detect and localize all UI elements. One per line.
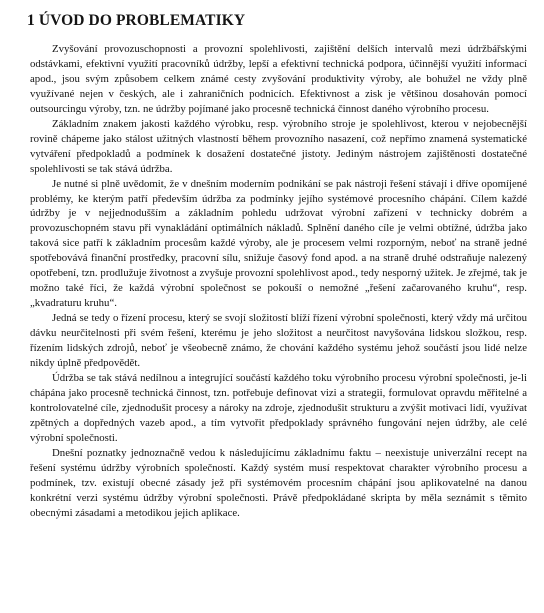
paragraph-2: Základním znakem jakosti každého výrobku, resp. výrobního stroje je spolehlivost, kterou v nejobecnější rovině chápeme jako stálost užitných vlastností během provozního nasazení, což nepřímo znamená systematické vytváření předpokladů a podmínek k dosažení dostatečné jistoty. Jediným nástrojem zajištěnosti dostatečné spolehlivosti se tak stává údržba.	[30, 117, 527, 175]
body-text	[30, 42, 527, 521]
paragraph-6: Dnešní poznatky jednoznačně vedou k následujícímu základnímu faktu – neexistuje univerzální recept na řešení systému údržby výrobních společností. Každý systém musí respektovat charakter výrobního procesu a podmínek, tzv. existují obecné zásady jež při systémovém procesním chápání jsou aplikovatelné na danou konkrétní verzi systému údržby výrobní společnosti. Právě předpokládané skripta by měla seznámit s těmito obecnými zásadami a metodikou jejich aplikace.	[30, 446, 527, 519]
paragraph-3: Je nutné si plně uvědomit, že v dnešním moderním podnikání se pak nástroji řešení stávají i dříve opomíjené problémy, ke kterým patří především údržba za podmínky jejího systémové procesního chápání. Cílem každé údržby je v nejjednodušším a základním pohledu udržovat výrobní zařízení v technicky dobrém a provozuschopném stavu při vynakládání optimálních nákladů. Splnění daného cíle je velmi obtížné, údržba jako taková sice patří k základním procesům každé výroby, ale je procesem velmi rozporným, neboť na straně jedné spotřebovává finanční prostředky, pracovní sílu, snižuje časový fond apod. a na straně druhé odstraňuje nalezený opotřebení, tzn. prodlužuje životnost a zvyšuje provozní spolehlivost apod., tedy nesporný užitek. Je zřejmé, tak je možno také říci, že každá výrobní společnost se pokouší o nemožné „řešení začarovaného kruhu“, resp. „kvadraturu kruhu“.	[30, 177, 527, 310]
paragraph-4: Jedná se tedy o řízení procesu, který se svojí složitostí blíží řízení výrobní společnosti, který vždy má určitou dávku neurčitelnosti při svém řešení, kterému je jeho složitost a neurčitost navyšována lidskou složkou, resp. řízením lidských zdrojů, neboť je všeobecně známo, že chování každého systému jehož součástí jsou lidé nelze nikdy úplně předpovědět.	[30, 312, 527, 370]
paragraph-1: Zvyšování provozuschopnosti a provozní spolehlivosti, zajištění delších intervalů mezi údržbářskými odstávkami, efektivní využití pracovníků údržby, lepší a efektivní technická podpora, účinnější využití informací apod., jsou svým způsobem celkem známé cesty zvyšování produktivity výroby, ale bohužel ne vždy plně využívané nejen v českých, ale i zahraničních podnicích. Efektivnost a zisk je většinou dosahován pomocí outsourcingu výroby, tzn. ne údržby pojímané jako procesně technická činnost daného výrobního procesu.	[30, 43, 527, 115]
chapter-heading: 1 ÚVOD DO PROBLEMATIKY	[27, 12, 246, 29]
paragraph-5: Údržba se tak stává nedílnou a integrující součástí každého toku výrobního procesu výrobní společnosti, je-li chápána jako procesně technická činnost, tzn. potřebuje definovat vizi a strategii, formulovat opravdu měřitelné a kontrolovatelné cíle, zjednodušit procesy a nároky na zdroje, zjednodušit strukturu a zvýšit motivaci lidí, využívat zpětných a dopředných vazeb apod., a tím vytvořit předpoklady správného fungování nejen údržby, ale celé výrobní společnosti.	[30, 371, 527, 444]
